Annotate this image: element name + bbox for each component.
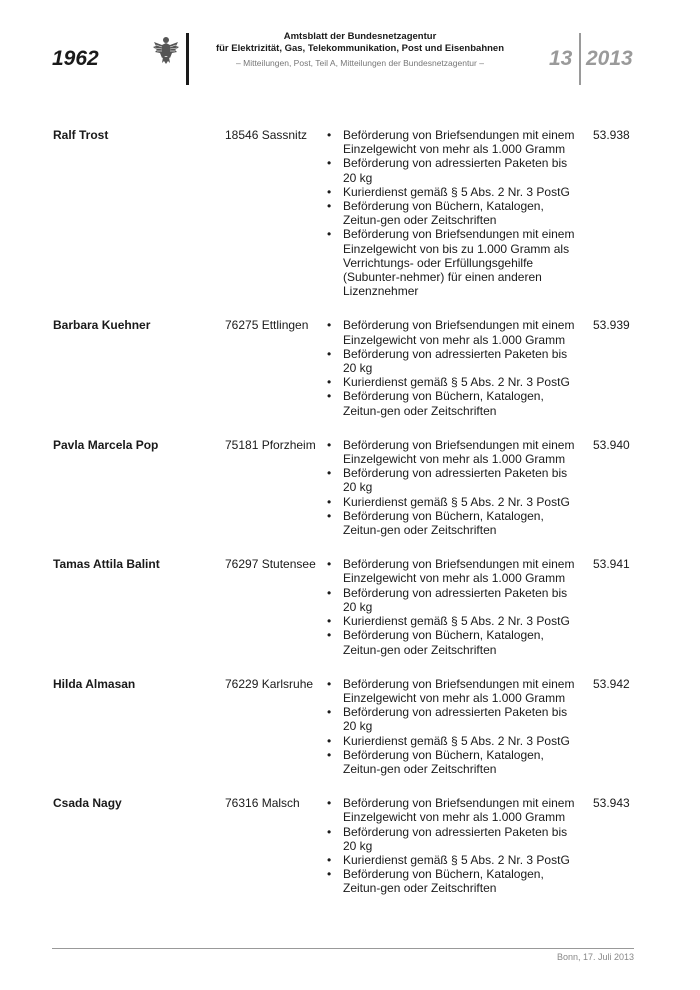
bullet-icon: • xyxy=(327,705,332,720)
service-item xyxy=(327,557,583,585)
licence-entry xyxy=(0,677,700,776)
service-text: Beförderung von Briefsendungen mit einem Einzelgewicht von mehr als 1.000 Gramm xyxy=(343,128,575,157)
service-text: Beförderung von Briefsendungen mit einem Einzelgewicht von bis zu 1.000 Gramm als Verrichtungs- oder Erfüllungsgehilfe (Subunter-nehmer) für einen anderen Lizenznehmer xyxy=(343,227,575,299)
service-text: Beförderung von Briefsendungen mit einem Einzelgewicht von mehr als 1.000 Gramm xyxy=(343,796,575,825)
service-item xyxy=(327,628,583,656)
service-item xyxy=(327,853,583,867)
service-text: Beförderung von Büchern, Katalogen, Zeitun-gen oder Zeitschriften xyxy=(343,389,544,418)
service-text: Beförderung von Büchern, Katalogen, Zeitun-gen oder Zeitschriften xyxy=(343,628,544,657)
service-text: Beförderung von Büchern, Katalogen, Zeitun-gen oder Zeitschriften xyxy=(343,747,544,776)
licensee-location: 76275 Ettlingen xyxy=(225,318,309,333)
service-item xyxy=(327,185,583,199)
bullet-icon: • xyxy=(327,128,332,142)
licence-number: 53.943 xyxy=(593,796,630,811)
service-text: Beförderung von adressierten Paketen bis 20 kg xyxy=(343,346,568,376)
page-number: 1962 xyxy=(52,47,99,70)
bullet-icon: • xyxy=(327,747,332,762)
service-list xyxy=(327,318,583,417)
gazette-title-line1: Amtsblatt der Bundesnetzagentur xyxy=(283,31,437,42)
service-item xyxy=(327,438,583,466)
bullet-icon: • xyxy=(327,199,332,214)
bullet-icon: • xyxy=(327,585,332,600)
federal-eagle-icon xyxy=(150,34,182,66)
bullet-icon: • xyxy=(327,733,332,748)
service-item xyxy=(327,586,583,614)
issue-number: 13 xyxy=(549,47,573,70)
licence-entry xyxy=(0,438,700,537)
bullet-icon: • xyxy=(327,867,332,882)
bullet-icon: • xyxy=(327,346,332,361)
service-text: Kurierdienst gemäß § 5 Abs. 2 Nr. 3 PostG xyxy=(343,184,570,199)
service-text: Beförderung von Büchern, Katalogen, Zeitun-gen oder Zeitschriften xyxy=(343,199,544,228)
issue-year: 2013 xyxy=(586,47,633,70)
service-list xyxy=(327,677,583,776)
gazette-subtitle: – Mitteilungen, Post, Teil A, Mitteilungen der Bundesnetzagentur – xyxy=(236,58,484,68)
licensee-name: Tamas Attila Balint xyxy=(53,557,160,572)
bullet-icon: • xyxy=(327,614,332,629)
licensee-name: Csada Nagy xyxy=(53,796,122,811)
bullet-icon: • xyxy=(327,375,332,390)
service-list xyxy=(327,796,583,895)
service-item xyxy=(327,705,583,733)
service-item xyxy=(327,375,583,389)
footer-date: Bonn, 17. Juli 2013 xyxy=(556,952,634,962)
service-item xyxy=(327,318,583,346)
service-item xyxy=(327,825,583,853)
bullet-icon: • xyxy=(327,389,332,404)
licence-entry xyxy=(0,318,700,417)
service-text: Beförderung von adressierten Paketen bis 20 kg xyxy=(343,466,568,495)
service-text: Beförderung von Büchern, Katalogen, Zeitun-gen oder Zeitschriften xyxy=(343,867,544,896)
service-item xyxy=(327,867,583,895)
licensee-location: 76229 Karlsruhe xyxy=(225,676,314,691)
service-item xyxy=(327,509,583,537)
licence-entry xyxy=(0,128,700,298)
licensee-location: 75181 Pforzheim xyxy=(225,437,316,452)
service-list xyxy=(327,557,583,656)
licensee-location: 18546 Sassnitz xyxy=(225,128,308,142)
bullet-icon: • xyxy=(327,227,332,242)
bullet-icon: • xyxy=(327,318,332,333)
service-text: Kurierdienst gemäß § 5 Abs. 2 Nr. 3 PostG xyxy=(343,733,570,748)
service-item xyxy=(327,495,583,509)
service-item xyxy=(327,677,583,705)
bullet-icon: • xyxy=(327,796,332,811)
service-text: Beförderung von adressierten Paketen bis 20 kg xyxy=(343,824,568,853)
service-text: Kurierdienst gemäß § 5 Abs. 2 Nr. 3 PostG xyxy=(343,375,570,390)
licensee-name: Hilda Almasan xyxy=(53,676,136,691)
service-item xyxy=(327,614,583,628)
licensee-location: 76316 Malsch xyxy=(225,796,300,811)
licence-list xyxy=(0,128,700,916)
bullet-icon: • xyxy=(327,184,332,199)
service-text: Kurierdienst gemäß § 5 Abs. 2 Nr. 3 PostG xyxy=(343,852,570,867)
licence-entry xyxy=(0,796,700,895)
service-text: Beförderung von Briefsendungen mit einem Einzelgewicht von mehr als 1.000 Gramm xyxy=(343,318,575,347)
bullet-icon: • xyxy=(327,437,332,452)
licensee-name: Ralf Trost xyxy=(53,128,109,142)
licence-number: 53.939 xyxy=(593,318,630,333)
service-item xyxy=(327,156,583,184)
licensee-name: Barbara Kuehner xyxy=(53,318,151,333)
bullet-icon: • xyxy=(327,508,332,523)
service-item xyxy=(327,796,583,824)
bullet-icon: • xyxy=(327,852,332,867)
gazette-title xyxy=(210,31,510,55)
service-item xyxy=(327,734,583,748)
service-item xyxy=(327,389,583,417)
service-item xyxy=(327,128,583,156)
service-text: Beförderung von adressierten Paketen bis 20 kg xyxy=(343,156,568,185)
licence-number: 53.942 xyxy=(593,676,630,691)
issue-divider xyxy=(579,33,581,85)
bullet-icon: • xyxy=(327,494,332,509)
service-text: Beförderung von adressierten Paketen bis 20 kg xyxy=(343,585,568,614)
bullet-icon: • xyxy=(327,156,332,171)
bullet-icon: • xyxy=(327,466,332,481)
service-item xyxy=(327,199,583,227)
bullet-icon: • xyxy=(327,676,332,691)
service-text: Beförderung von Briefsendungen mit einem Einzelgewicht von mehr als 1.000 Gramm xyxy=(343,437,575,467)
header-divider xyxy=(186,33,189,85)
service-item xyxy=(327,347,583,375)
licence-number: 53.941 xyxy=(593,557,630,572)
bullet-icon: • xyxy=(327,557,332,572)
licence-number: 53.938 xyxy=(593,128,630,142)
licensee-name: Pavla Marcela Pop xyxy=(53,437,159,452)
service-list xyxy=(327,438,583,537)
footer-divider xyxy=(52,948,634,949)
service-text: Beförderung von Briefsendungen mit einem Einzelgewicht von mehr als 1.000 Gramm xyxy=(343,557,575,586)
service-text: Beförderung von Büchern, Katalogen, Zeitun-gen oder Zeitschriften xyxy=(343,508,544,538)
service-text: Beförderung von Briefsendungen mit einem Einzelgewicht von mehr als 1.000 Gramm xyxy=(343,676,575,705)
gazette-title-line2: für Elektrizität, Gas, Telekommunikation, Post und Eisenbahnen xyxy=(215,43,505,54)
service-item xyxy=(327,748,583,776)
service-list xyxy=(327,128,583,298)
service-item xyxy=(327,227,583,298)
service-text: Kurierdienst gemäß § 5 Abs. 2 Nr. 3 PostG xyxy=(343,614,570,629)
service-item xyxy=(327,466,583,494)
bullet-icon: • xyxy=(327,628,332,643)
bullet-icon: • xyxy=(327,824,332,839)
licence-number: 53.940 xyxy=(593,437,630,452)
service-text: Beförderung von adressierten Paketen bis 20 kg xyxy=(343,705,568,734)
service-text: Kurierdienst gemäß § 5 Abs. 2 Nr. 3 PostG xyxy=(343,494,570,509)
licence-entry xyxy=(0,557,700,656)
licensee-location: 76297 Stutensee xyxy=(225,557,316,572)
